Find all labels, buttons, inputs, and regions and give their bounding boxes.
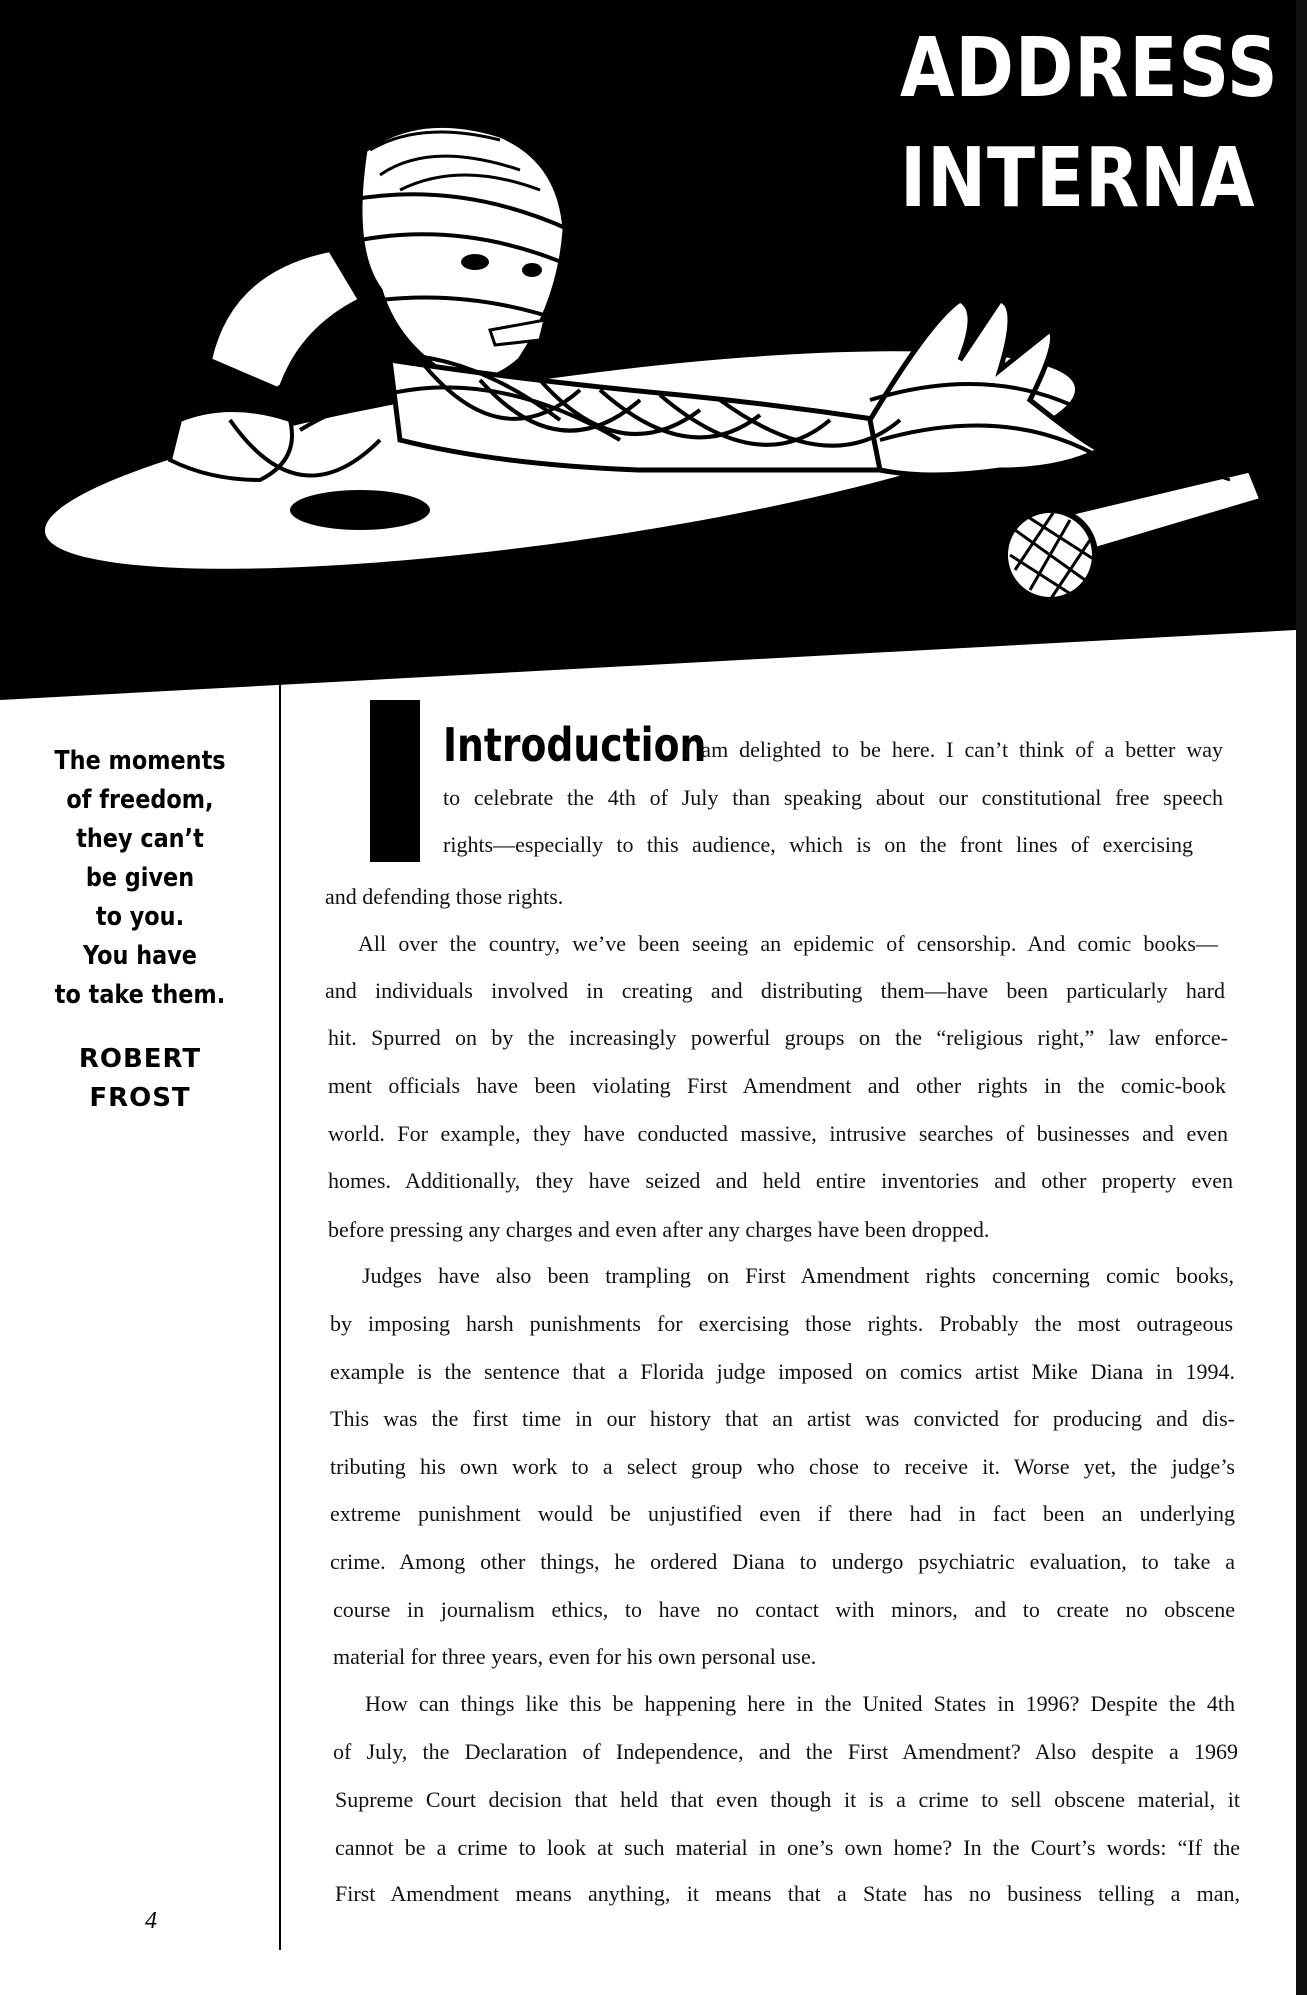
body-line: tributing his own work to a select group who chose to receive it. Worse yet, the judge’s <box>330 1454 1235 1479</box>
epigraph <box>30 742 250 1118</box>
page-edge-shadow <box>1296 0 1307 1995</box>
body-line: I am delighted to be here. I can’t think of a better way <box>683 737 1223 762</box>
body-line: This was the first time in our history that an artist was convicted for producing and dis- <box>330 1406 1235 1431</box>
body-line: All over the country, we’ve been seeing an epidemic of censorship. And comic books— <box>358 931 1218 956</box>
column-divider <box>279 672 281 1950</box>
body-line: by imposing harsh punishments for exercising those rights. Probably the most outrageous <box>330 1311 1233 1336</box>
epigraph-line: be given <box>85 863 195 893</box>
body-line: course in journalism ethics, to have no contact with minors, and to create no obscene <box>333 1597 1235 1622</box>
epigraph-line: You have <box>83 941 197 971</box>
chapter-title-line-2: INTERNA <box>900 131 1256 226</box>
body-line: homes. Additionally, they have seized and held entire inventories and other property even <box>328 1168 1233 1193</box>
body-line: rights—especially to this audience, which is on the front lines of exercising <box>443 832 1193 857</box>
epigraph-text <box>45 742 234 1015</box>
body-line: and individuals involved in creating and distributing them—have been particularly hard <box>325 978 1225 1003</box>
body-line: to celebrate the 4th of July than speaking about our constitutional free speech <box>443 785 1223 810</box>
body-line: How can things like this be happening here in the United States in 1996? Despite the 4th <box>365 1691 1235 1716</box>
body-line: Judges have also been trampling on First Amendment rights concerning comic books, <box>362 1263 1234 1288</box>
epigraph-author-line: FROST <box>89 1083 191 1113</box>
body-line: world. For example, they have conducted massive, intrusive searches of businesses and even <box>328 1121 1228 1146</box>
body-line: before pressing any charges and even after any charges have been dropped. <box>328 1217 990 1242</box>
body-line: First Amendment means anything, it means that a State has no business telling a man, <box>335 1881 1240 1906</box>
body-line: material for three years, even for his own personal use. <box>333 1644 817 1669</box>
epigraph-line: to you. <box>95 902 185 932</box>
body-line: example is the sentence that a Florida judge imposed on comics artist Mike Diana in 1994. <box>330 1359 1235 1384</box>
header-illustration-band <box>0 0 1307 705</box>
body-line: cannot be a crime to look at such material in one’s own home? In the Court’s words: “If the <box>335 1835 1240 1860</box>
body-line: crime. Among other things, he ordered Diana to undergo psychiatric evaluation, to take a <box>330 1549 1235 1574</box>
body-line: of July, the Declaration of Independence, and the First Amendment? Also despite a 1969 <box>333 1739 1238 1764</box>
epigraph-author-line: ROBERT <box>78 1044 202 1074</box>
drop-cap <box>370 700 420 862</box>
chapter-title-line-1: ADDRESS <box>900 21 1279 116</box>
epigraph-author <box>30 1040 250 1118</box>
drop-cap-letter: I <box>370 700 371 701</box>
epigraph-line: to take them. <box>54 980 226 1010</box>
page-number: 4 <box>145 1908 157 1934</box>
section-heading: Introduction <box>443 718 707 772</box>
body-line: ment officials have been violating First Amendment and other rights in the comic-book <box>328 1073 1226 1098</box>
body-line: and defending those rights. <box>325 884 564 909</box>
epigraph-line: The moments <box>54 746 226 776</box>
body-line: hit. Spurred on by the increasingly powerful groups on the “religious right,” law enforce- <box>328 1025 1228 1050</box>
body-line: extreme punishment would be unjustified even if there had in fact been an underlying <box>330 1501 1235 1526</box>
body-line: Supreme Court decision that held that even though it is a crime to sell obscene material, it <box>335 1787 1240 1812</box>
epigraph-line: they can’t <box>76 824 204 854</box>
epigraph-line: of freedom, <box>66 785 214 815</box>
